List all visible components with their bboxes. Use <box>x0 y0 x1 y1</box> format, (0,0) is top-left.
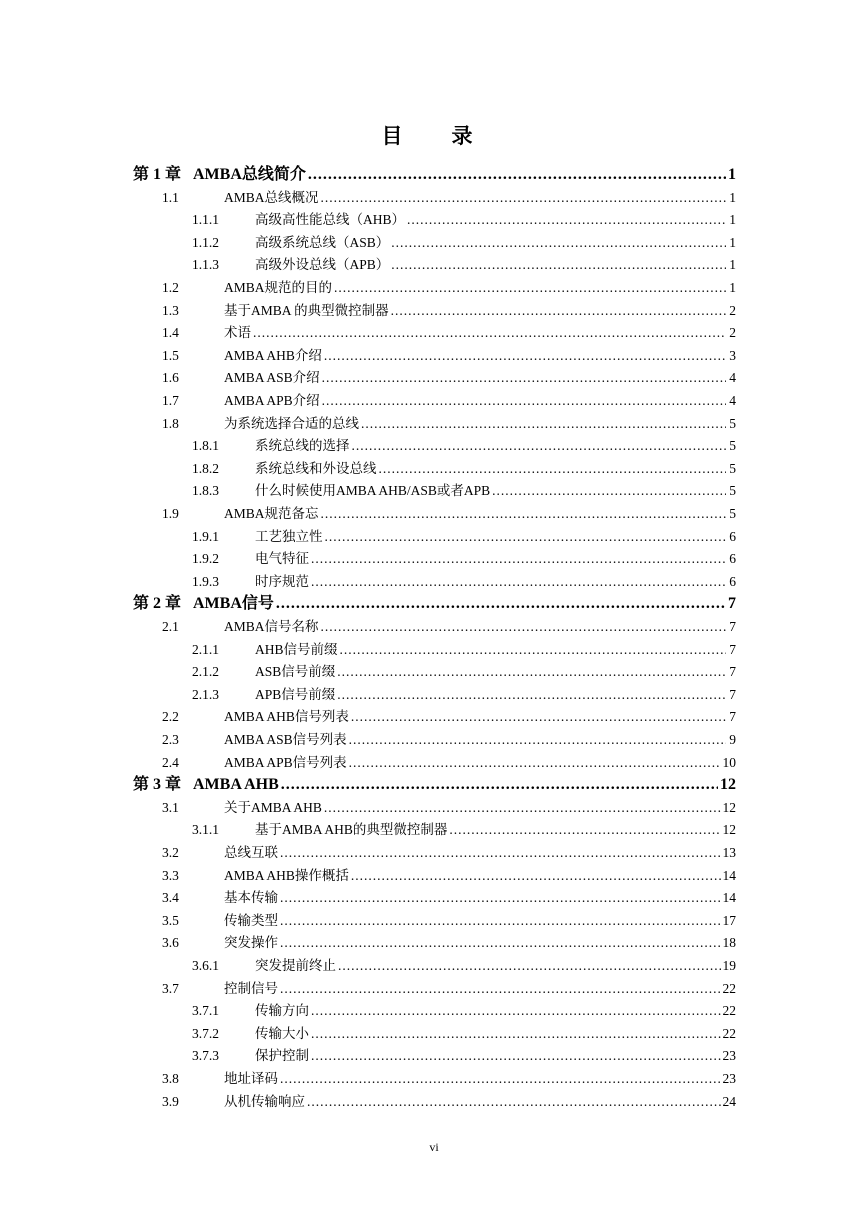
toc-entry-title: 从机传输响应 <box>224 1093 305 1109</box>
toc-entry[interactable] <box>192 548 736 570</box>
toc-entry-page-number: 5 <box>729 506 736 521</box>
toc-dot-leader <box>280 978 721 1000</box>
toc-entry-page-number: 24 <box>722 1093 736 1109</box>
toc-entry-page-number: 7 <box>729 686 736 702</box>
toc-entry-title: 控制信号 <box>224 980 278 996</box>
toc-chapter-entry[interactable] <box>133 164 736 186</box>
toc-entry-number: 1.3 <box>162 302 179 318</box>
toc-entry[interactable] <box>162 932 736 954</box>
toc-dot-leader <box>321 187 726 209</box>
toc-entry-title: 基本传输 <box>224 890 278 906</box>
toc-entry-title: AMBA AHB操作概括 <box>224 867 349 883</box>
toc-dot-leader <box>351 706 726 728</box>
toc-entry-title: ASB信号前缀 <box>255 664 336 680</box>
toc-entry-title: AMBA AHB <box>193 776 279 794</box>
toc-entry-number: 1.1.1 <box>192 212 219 228</box>
toc-entry-title: 保护控制 <box>255 1048 309 1064</box>
toc-dot-leader <box>407 209 726 231</box>
toc-entry-number: 1.9.1 <box>192 528 219 544</box>
toc-dot-leader <box>352 435 727 457</box>
toc-entry[interactable] <box>192 526 736 548</box>
toc-dot-leader <box>280 910 721 932</box>
toc-entry[interactable] <box>162 842 736 864</box>
toc-dot-leader <box>280 932 721 954</box>
toc-dot-leader <box>281 774 718 796</box>
toc-entry-number: 1.8.1 <box>192 438 219 454</box>
toc-dot-leader <box>324 797 721 819</box>
toc-dot-leader <box>349 729 726 751</box>
toc-dot-leader <box>307 1091 721 1113</box>
toc-dot-leader <box>337 684 726 706</box>
toc-entry[interactable] <box>162 752 736 774</box>
toc-dot-leader <box>337 661 726 683</box>
toc-entry-page-number: 4 <box>729 393 736 408</box>
toc-entry-number: 1.9.2 <box>192 551 219 567</box>
toc-entry-number: 2.2 <box>162 709 179 725</box>
toc-entry[interactable] <box>192 661 736 683</box>
toc-entry-number: 2.1.1 <box>192 641 219 657</box>
toc-entry[interactable] <box>162 1091 736 1113</box>
toc-entry-title: 突发操作 <box>224 935 278 951</box>
toc-entry-page-number: 19 <box>722 958 736 973</box>
toc-entry-title: AMBA AHB介绍 <box>224 347 322 363</box>
toc-entry-title: AMBA信号名称 <box>224 619 319 634</box>
toc-entry-title: 突发提前终止 <box>255 958 336 973</box>
toc-entry[interactable] <box>192 1023 736 1045</box>
toc-entry-page-number: 14 <box>722 867 736 883</box>
toc-entry-title: 工艺独立性 <box>255 528 323 544</box>
toc-entry-number: 第 3 章 <box>133 776 182 794</box>
toc-entry-number: 3.5 <box>162 912 179 928</box>
page-number-footer: vi <box>429 1140 439 1154</box>
toc-entry-title: 时序规范 <box>255 573 309 589</box>
toc-entry-page-number: 5 <box>729 438 736 454</box>
toc-dot-leader <box>379 458 727 480</box>
toc-entry[interactable] <box>192 209 736 231</box>
toc-entry-page-number: 1 <box>729 234 736 250</box>
toc-entry-number: 第 2 章 <box>133 595 182 613</box>
toc-entry-page-number: 5 <box>729 460 736 476</box>
toc-entry[interactable] <box>192 458 736 480</box>
toc-dot-leader <box>311 571 726 593</box>
toc-entry-title: 基于AMBA AHB的典型微控制器 <box>255 822 448 838</box>
toc-dot-leader <box>449 819 720 841</box>
toc-entry-page-number: 23 <box>722 1048 736 1064</box>
toc-entry-page-number: 7 <box>729 664 736 680</box>
toc-dot-leader <box>349 752 721 774</box>
toc-entry-page-number: 1 <box>729 257 736 273</box>
toc-entry-page-number: 10 <box>722 754 736 770</box>
toc-entry-number: 1.8.2 <box>192 460 219 476</box>
toc-dot-leader <box>311 1045 721 1067</box>
toc-entry-title: 电气特征 <box>255 551 309 567</box>
toc-entry-page-number: 6 <box>729 551 736 567</box>
toc-entry-title: 地址译码 <box>224 1071 278 1086</box>
toc-dot-leader <box>492 480 726 502</box>
toc-entry-number: 2.1 <box>162 619 179 634</box>
toc-entry[interactable] <box>192 232 736 254</box>
toc-entry[interactable] <box>162 616 736 638</box>
toc-entry-page-number: 17 <box>722 912 736 928</box>
toc-entry-title: 系统总线的选择 <box>255 438 350 454</box>
toc-entry[interactable] <box>192 684 736 706</box>
toc-entry-page-number: 13 <box>722 845 736 860</box>
toc-entry-page-number: 2 <box>729 325 736 341</box>
toc-entry-number: 1.1.2 <box>192 234 219 250</box>
toc-entry-title: 传输类型 <box>224 912 278 928</box>
toc-entry-number: 3.4 <box>162 890 179 906</box>
toc-entry-page-number: 12 <box>720 776 736 794</box>
toc-entry-title: AHB信号前缀 <box>255 641 338 657</box>
toc-entry-page-number: 3 <box>729 347 736 363</box>
toc-entry[interactable] <box>162 706 736 728</box>
toc-entry-number: 3.8 <box>162 1071 179 1086</box>
toc-entry[interactable] <box>192 480 736 502</box>
toc-entry[interactable] <box>192 639 736 661</box>
toc-dot-leader <box>361 413 726 435</box>
toc-entry-number: 1.1 <box>162 189 179 205</box>
toc-entry-number: 第 1 章 <box>133 166 182 183</box>
toc-dot-leader <box>280 1068 721 1090</box>
toc-entry-number: 2.1.2 <box>192 664 219 680</box>
toc-entry-page-number: 7 <box>729 619 736 634</box>
toc-entry-title: 高级系统总线（ASB） <box>255 234 390 250</box>
toc-dot-leader <box>253 322 726 344</box>
toc-entry-number: 2.4 <box>162 754 179 770</box>
toc-entry-number: 1.2 <box>162 280 179 295</box>
toc-entry-title: 什么时候使用AMBA AHB/ASB或者APB <box>255 483 491 499</box>
toc-entry[interactable] <box>162 865 736 887</box>
toc-entry-number: 3.1 <box>162 799 179 815</box>
toc-entry-number: 1.7 <box>162 393 179 408</box>
toc-entry-number: 3.1.1 <box>192 822 219 838</box>
toc-entry-page-number: 7 <box>729 641 736 657</box>
toc-dot-leader <box>351 865 721 887</box>
toc-entry[interactable] <box>192 819 736 841</box>
toc-entry[interactable] <box>162 345 736 367</box>
toc-entry[interactable] <box>162 187 736 209</box>
toc-entry-number: 2.3 <box>162 732 179 747</box>
toc-entry[interactable] <box>192 1045 736 1067</box>
toc-entry[interactable] <box>162 887 736 909</box>
toc-entry-page-number: 5 <box>729 415 736 431</box>
toc-dot-leader <box>391 300 726 322</box>
toc-entry-number: 3.2 <box>162 845 179 860</box>
page-title: 目 录 <box>381 124 487 148</box>
toc-entry[interactable] <box>162 1068 736 1090</box>
toc-dot-leader <box>311 1000 721 1022</box>
toc-entry-page-number: 1 <box>728 166 736 183</box>
toc-entry-title: 系统总线和外设总线 <box>255 460 377 476</box>
toc-entry[interactable] <box>162 390 736 412</box>
toc-entry[interactable] <box>192 1000 736 1022</box>
toc-entry-page-number: 12 <box>722 799 736 815</box>
toc-entry-number: 1.6 <box>162 370 179 386</box>
toc-entry-number: 1.8.3 <box>192 483 219 499</box>
toc-entry-page-number: 2 <box>729 302 736 318</box>
toc-entry-page-number: 1 <box>729 280 736 295</box>
toc-entry-number: 3.6.1 <box>192 958 219 973</box>
toc-dot-leader <box>325 526 727 548</box>
toc-entry-number: 1.5 <box>162 347 179 363</box>
toc-entry[interactable] <box>162 503 736 525</box>
toc-entry[interactable] <box>162 367 736 389</box>
toc-entry[interactable] <box>162 300 736 322</box>
toc-entry-title: 高级外设总线（APB） <box>255 257 390 273</box>
toc-dot-leader <box>280 842 721 864</box>
toc-entry[interactable] <box>162 978 736 1000</box>
toc-entry[interactable] <box>162 277 736 299</box>
toc-dot-leader <box>391 232 726 254</box>
toc-entry-number: 3.6 <box>162 935 179 951</box>
toc-entry-title: AMBA规范备忘 <box>224 506 319 521</box>
toc-entry[interactable] <box>192 435 736 457</box>
toc-dot-leader <box>322 367 726 389</box>
toc-entry-page-number: 9 <box>729 732 736 747</box>
toc-entry-title: AMBA ASB信号列表 <box>224 732 347 747</box>
toc-entry[interactable] <box>162 797 736 819</box>
toc-entry-number: 3.7.3 <box>192 1048 219 1064</box>
toc-chapter-entry[interactable] <box>133 774 736 796</box>
toc-entry-page-number: 7 <box>728 595 736 613</box>
toc-entry-title: 高级高性能总线（AHB） <box>255 212 406 228</box>
toc-dot-leader <box>324 345 726 367</box>
toc-dot-leader <box>340 639 726 661</box>
toc-entry-title: 基于AMBA 的典型微控制器 <box>224 302 389 318</box>
toc-entry[interactable] <box>192 955 736 977</box>
toc-dot-leader <box>338 955 721 977</box>
toc-entry-title: AMBA APB介绍 <box>224 393 320 408</box>
toc-entry[interactable] <box>162 910 736 932</box>
toc-entry-page-number: 1 <box>729 212 736 228</box>
toc-entry-title: AMBA总线概况 <box>224 189 319 205</box>
toc-entry-title: AMBA规范的目的 <box>224 280 333 295</box>
toc-entry-page-number: 14 <box>722 890 736 906</box>
toc-entry-number: 1.9 <box>162 506 179 521</box>
toc-entry[interactable] <box>192 254 736 276</box>
toc-entry-title: AMBA信号 <box>193 595 274 613</box>
toc-dot-leader <box>321 616 726 638</box>
toc-entry[interactable] <box>192 571 736 593</box>
toc-entry-number: 3.3 <box>162 867 179 883</box>
toc-entry-number: 3.7.1 <box>192 1003 219 1019</box>
toc-entry-title: 为系统选择合适的总线 <box>224 415 359 431</box>
toc-dot-leader <box>321 503 726 525</box>
toc-dot-leader <box>334 277 726 299</box>
toc-entry-page-number: 6 <box>729 528 736 544</box>
toc-entry-page-number: 12 <box>722 822 736 838</box>
toc-entry-title: 总线互联 <box>224 845 278 860</box>
toc-dot-leader <box>391 254 726 276</box>
toc-entry-title: 传输方向 <box>255 1003 309 1019</box>
toc-entry-page-number: 18 <box>722 935 736 951</box>
toc-entry-number: 1.4 <box>162 325 179 341</box>
toc-entry-page-number: 22 <box>722 1003 736 1019</box>
toc-entry-page-number: 23 <box>722 1071 736 1086</box>
toc-entry-title: AMBA APB信号列表 <box>224 754 347 770</box>
toc-entry-page-number: 5 <box>729 483 736 499</box>
toc-entry[interactable] <box>162 413 736 435</box>
toc-entry-number: 1.8 <box>162 415 179 431</box>
toc-entry-page-number: 22 <box>722 1025 736 1041</box>
toc-entry[interactable] <box>162 322 736 344</box>
toc-entry-title: 关于AMBA AHB <box>224 799 322 815</box>
toc-entry-title: AMBA AHB信号列表 <box>224 709 349 725</box>
toc-entry-page-number: 6 <box>729 573 736 589</box>
toc-entry-number: 1.9.3 <box>192 573 219 589</box>
toc-entry-title: APB信号前缀 <box>255 686 336 702</box>
toc-entry-title: 传输大小 <box>255 1025 309 1041</box>
toc-entry-number: 1.1.3 <box>192 257 219 273</box>
toc-entry-number: 3.9 <box>162 1093 179 1109</box>
toc-chapter-entry[interactable] <box>133 593 736 615</box>
toc-entry-title: AMBA ASB介绍 <box>224 370 320 386</box>
toc-entry-number: 3.7.2 <box>192 1025 219 1041</box>
toc-dot-leader <box>311 548 726 570</box>
toc-dot-leader <box>322 390 726 412</box>
toc-dot-leader <box>280 887 721 909</box>
toc-entry-page-number: 4 <box>729 370 736 386</box>
toc-entry-number: 2.1.3 <box>192 686 219 702</box>
toc-entry[interactable] <box>162 729 736 751</box>
toc-entry-page-number: 22 <box>722 980 736 996</box>
toc-entry-page-number: 1 <box>729 189 736 205</box>
toc-dot-leader <box>311 1023 721 1045</box>
toc-entry-page-number: 7 <box>729 709 736 725</box>
toc-entry-number: 3.7 <box>162 980 179 996</box>
toc-dot-leader <box>276 593 726 615</box>
toc-entry-title: AMBA总线简介 <box>193 166 306 183</box>
toc-entry-title: 术语 <box>224 325 251 341</box>
toc-dot-leader <box>308 164 726 186</box>
